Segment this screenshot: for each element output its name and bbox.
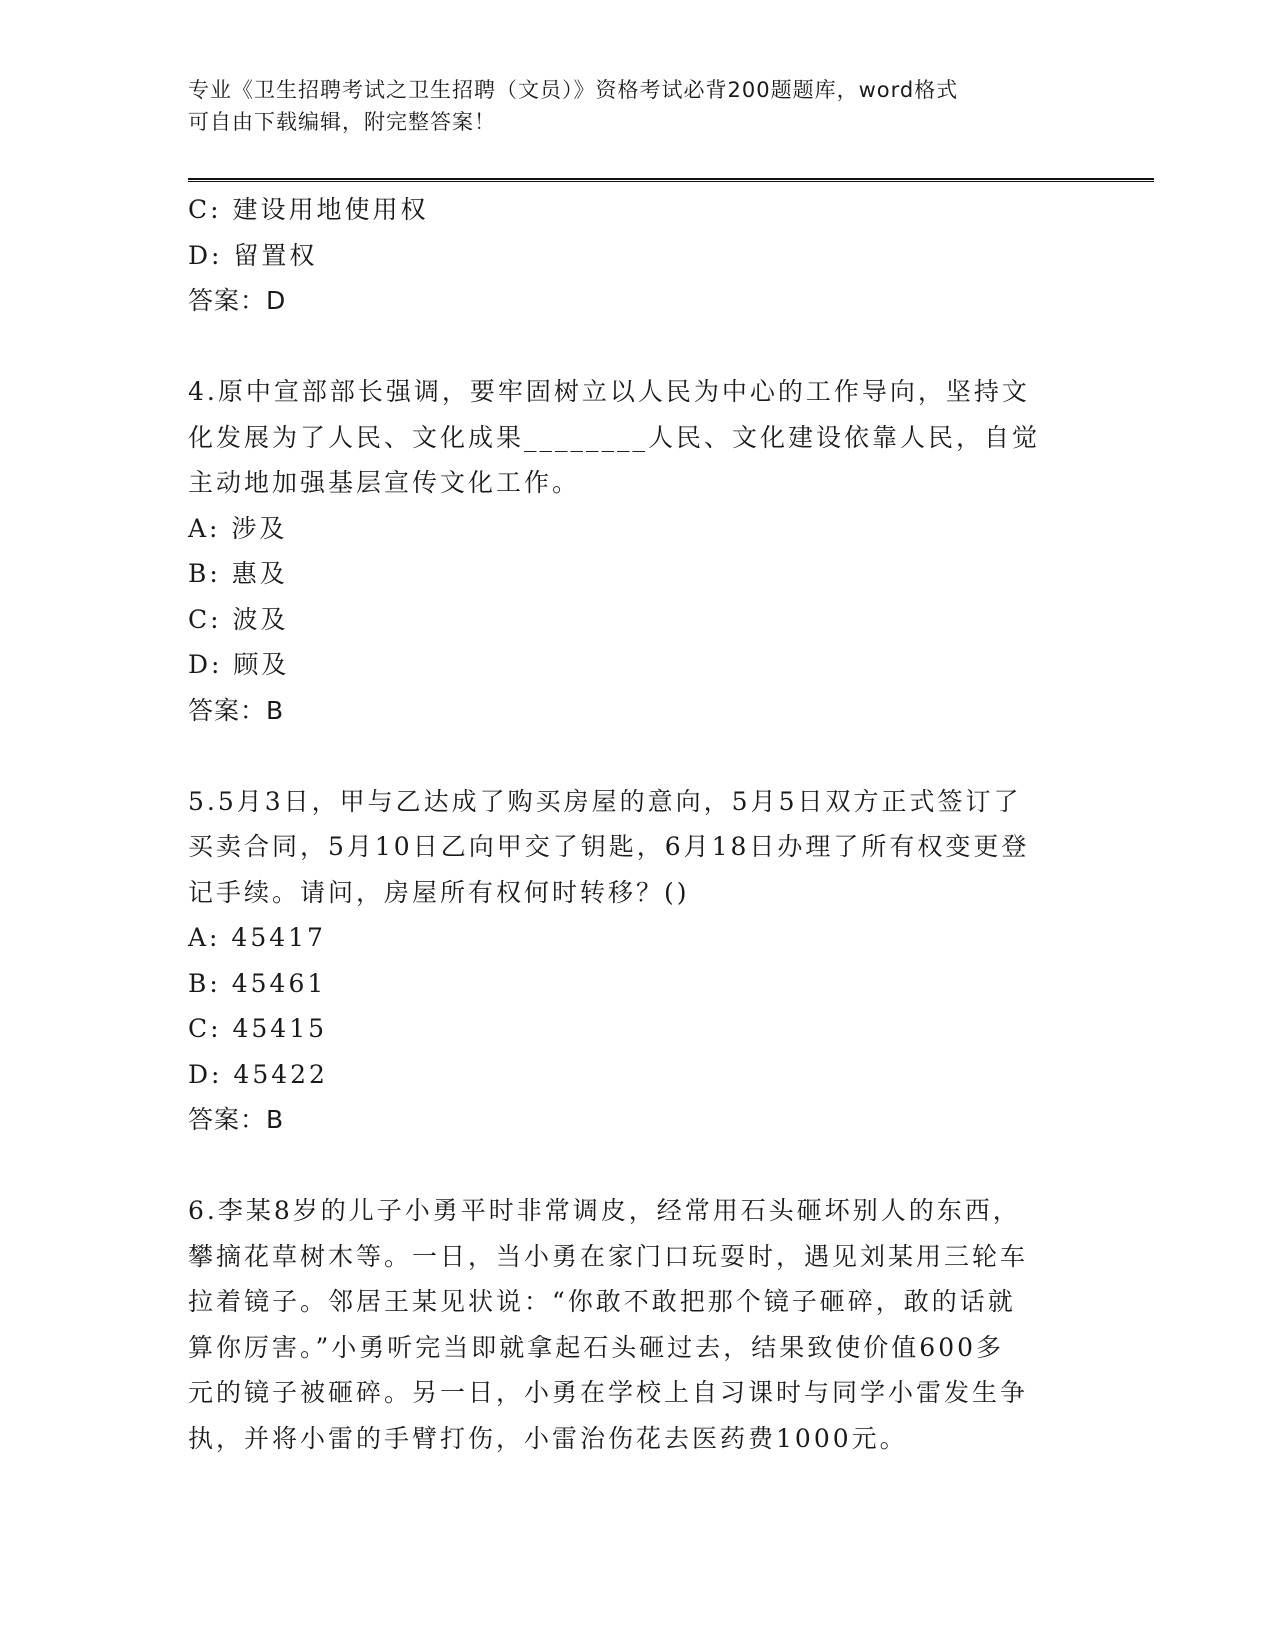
question-line: 4.原中宣部部长强调，要牢固树立以人民为中心的工作导向，坚持文	[188, 377, 1030, 406]
option-d: D: 留置权	[188, 240, 318, 270]
question-text	[188, 1188, 1088, 1461]
option-d: D: 顾及	[188, 650, 290, 679]
answer-line: 答案：B	[188, 1105, 285, 1134]
spacer	[188, 733, 1088, 779]
question-line: 6.李某8岁的儿子小勇平时非常调皮，经常用石头砸坏别人的东西，	[188, 1196, 1021, 1225]
question-line: 执，并将小雷的手臂打伤，小雷治伤花去医药费1000元。	[188, 1423, 908, 1453]
option-b: B: 惠及	[188, 559, 288, 588]
header-title-line-2: 可自由下载编辑，附完整答案！	[188, 110, 496, 134]
option-c: C: 45415	[188, 1014, 328, 1043]
spacer	[188, 1143, 1088, 1189]
question-3-remainder	[188, 187, 1088, 324]
option-c: C: 波及	[188, 604, 289, 634]
option-d: D: 45422	[188, 1059, 328, 1089]
document-header	[188, 74, 1068, 138]
document-body	[188, 187, 1088, 1461]
question-6	[188, 1188, 1088, 1461]
question-line: 5.5月3日，甲与乙达成了购买房屋的意向，5月5日双方正式签订了	[188, 786, 1022, 816]
question-4	[188, 369, 1088, 733]
question-line: 买卖合同，5月10日乙向甲交了钥匙，6月18日办理了所有权变更登	[188, 832, 1030, 861]
question-line: 攀摘花草树木等。一日，当小勇在家门口玩耍时，遇见刘某用三轮车	[188, 1241, 1029, 1271]
answer-line: 答案：B	[188, 695, 285, 725]
header-title-line-1: 专业《卫生招聘考试之卫生招聘（文员）》资格考试必背200题题库，word格式	[188, 78, 959, 102]
question-line: 化发展为了人民、文化成果________人民、文化建设依靠人民，自觉	[188, 422, 1041, 452]
question-line: 拉着镜子。邻居王某见状说：“你敢不敢把那个镜子砸碎，敢的话就	[188, 1287, 1016, 1316]
option-c: C: 建设用地使用权	[188, 195, 429, 224]
answer-line: 答案：D	[188, 286, 287, 315]
question-text	[188, 779, 1088, 916]
question-line: 算你厉害。”小勇听完当即就拿起石头砸过去，结果致使价值600多	[188, 1332, 1005, 1362]
question-line: 元的镜子被砸碎。另一日，小勇在学校上自习课时与同学小雷发生争	[188, 1378, 1029, 1407]
option-b: B: 45461	[188, 968, 327, 998]
question-5	[188, 779, 1088, 1143]
header-divider	[188, 178, 1154, 182]
question-line: 主动地加强基层宣传文化工作。	[188, 468, 581, 497]
option-a: A: 45417	[188, 923, 326, 952]
question-text	[188, 369, 1088, 506]
spacer	[188, 324, 1088, 370]
option-a: A: 涉及	[188, 513, 288, 543]
question-line: 记手续。请问，房屋所有权何时转移？()	[188, 877, 690, 907]
